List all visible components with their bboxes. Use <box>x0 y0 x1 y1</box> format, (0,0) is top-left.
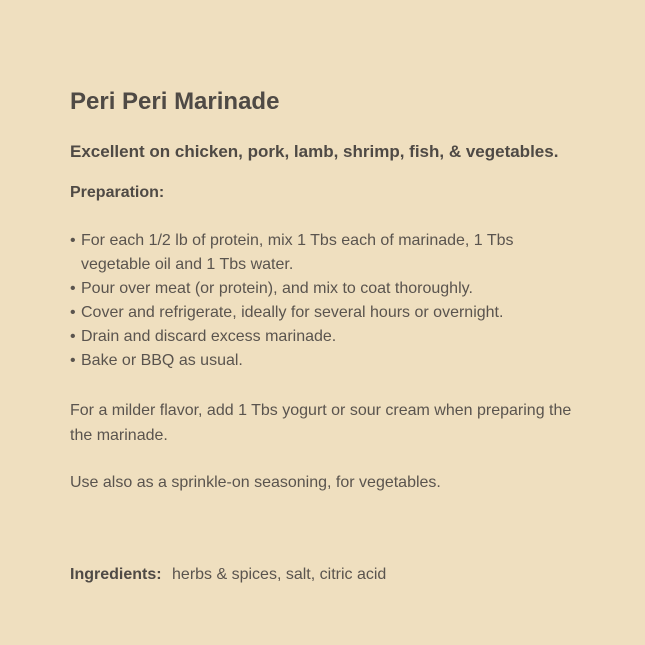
step-text: Pour over meat (or protein), and mix to coat thoroughly. <box>81 280 473 297</box>
milder-flavor-note: For a milder flavor, add 1 Tbs yogurt or sour cream when preparing the the marinade. <box>70 402 572 444</box>
step-text: Bake or BBQ as usual. <box>81 352 243 369</box>
ingredients-label: Ingredients: <box>70 566 162 583</box>
step-text: Cover and refrigerate, ideally for several hours or overnight. <box>81 304 504 321</box>
subtitle: Excellent on chicken, pork, lamb, shrimp, fish, & vegetables. <box>70 142 559 161</box>
product-info-card <box>70 0 630 645</box>
preparation-step <box>70 229 551 277</box>
preparation-step <box>70 301 551 325</box>
preparation-step <box>70 349 551 373</box>
sprinkle-note: Use also as a sprinkle-on seasoning, for vegetables. <box>70 474 441 491</box>
ingredients-value: herbs & spices, salt, citric acid <box>172 566 387 583</box>
bullet-icon: • <box>70 232 76 249</box>
bullet-icon: • <box>70 328 76 345</box>
preparation-step <box>70 277 551 301</box>
preparation-steps-list <box>70 229 551 373</box>
preparation-heading: Preparation: <box>70 184 165 201</box>
bullet-icon: • <box>70 280 76 297</box>
preparation-step <box>70 325 551 349</box>
step-text: Drain and discard excess marinade. <box>81 328 337 345</box>
bullet-icon: • <box>70 352 76 369</box>
ingredients-line <box>70 563 386 587</box>
page-title: Peri Peri Marinade <box>70 88 280 115</box>
step-text: For each 1/2 lb of protein, mix 1 Tbs each of marinade, 1 Tbs vegetable oil and 1 Tbs water. <box>81 232 514 273</box>
bullet-icon: • <box>70 304 76 321</box>
